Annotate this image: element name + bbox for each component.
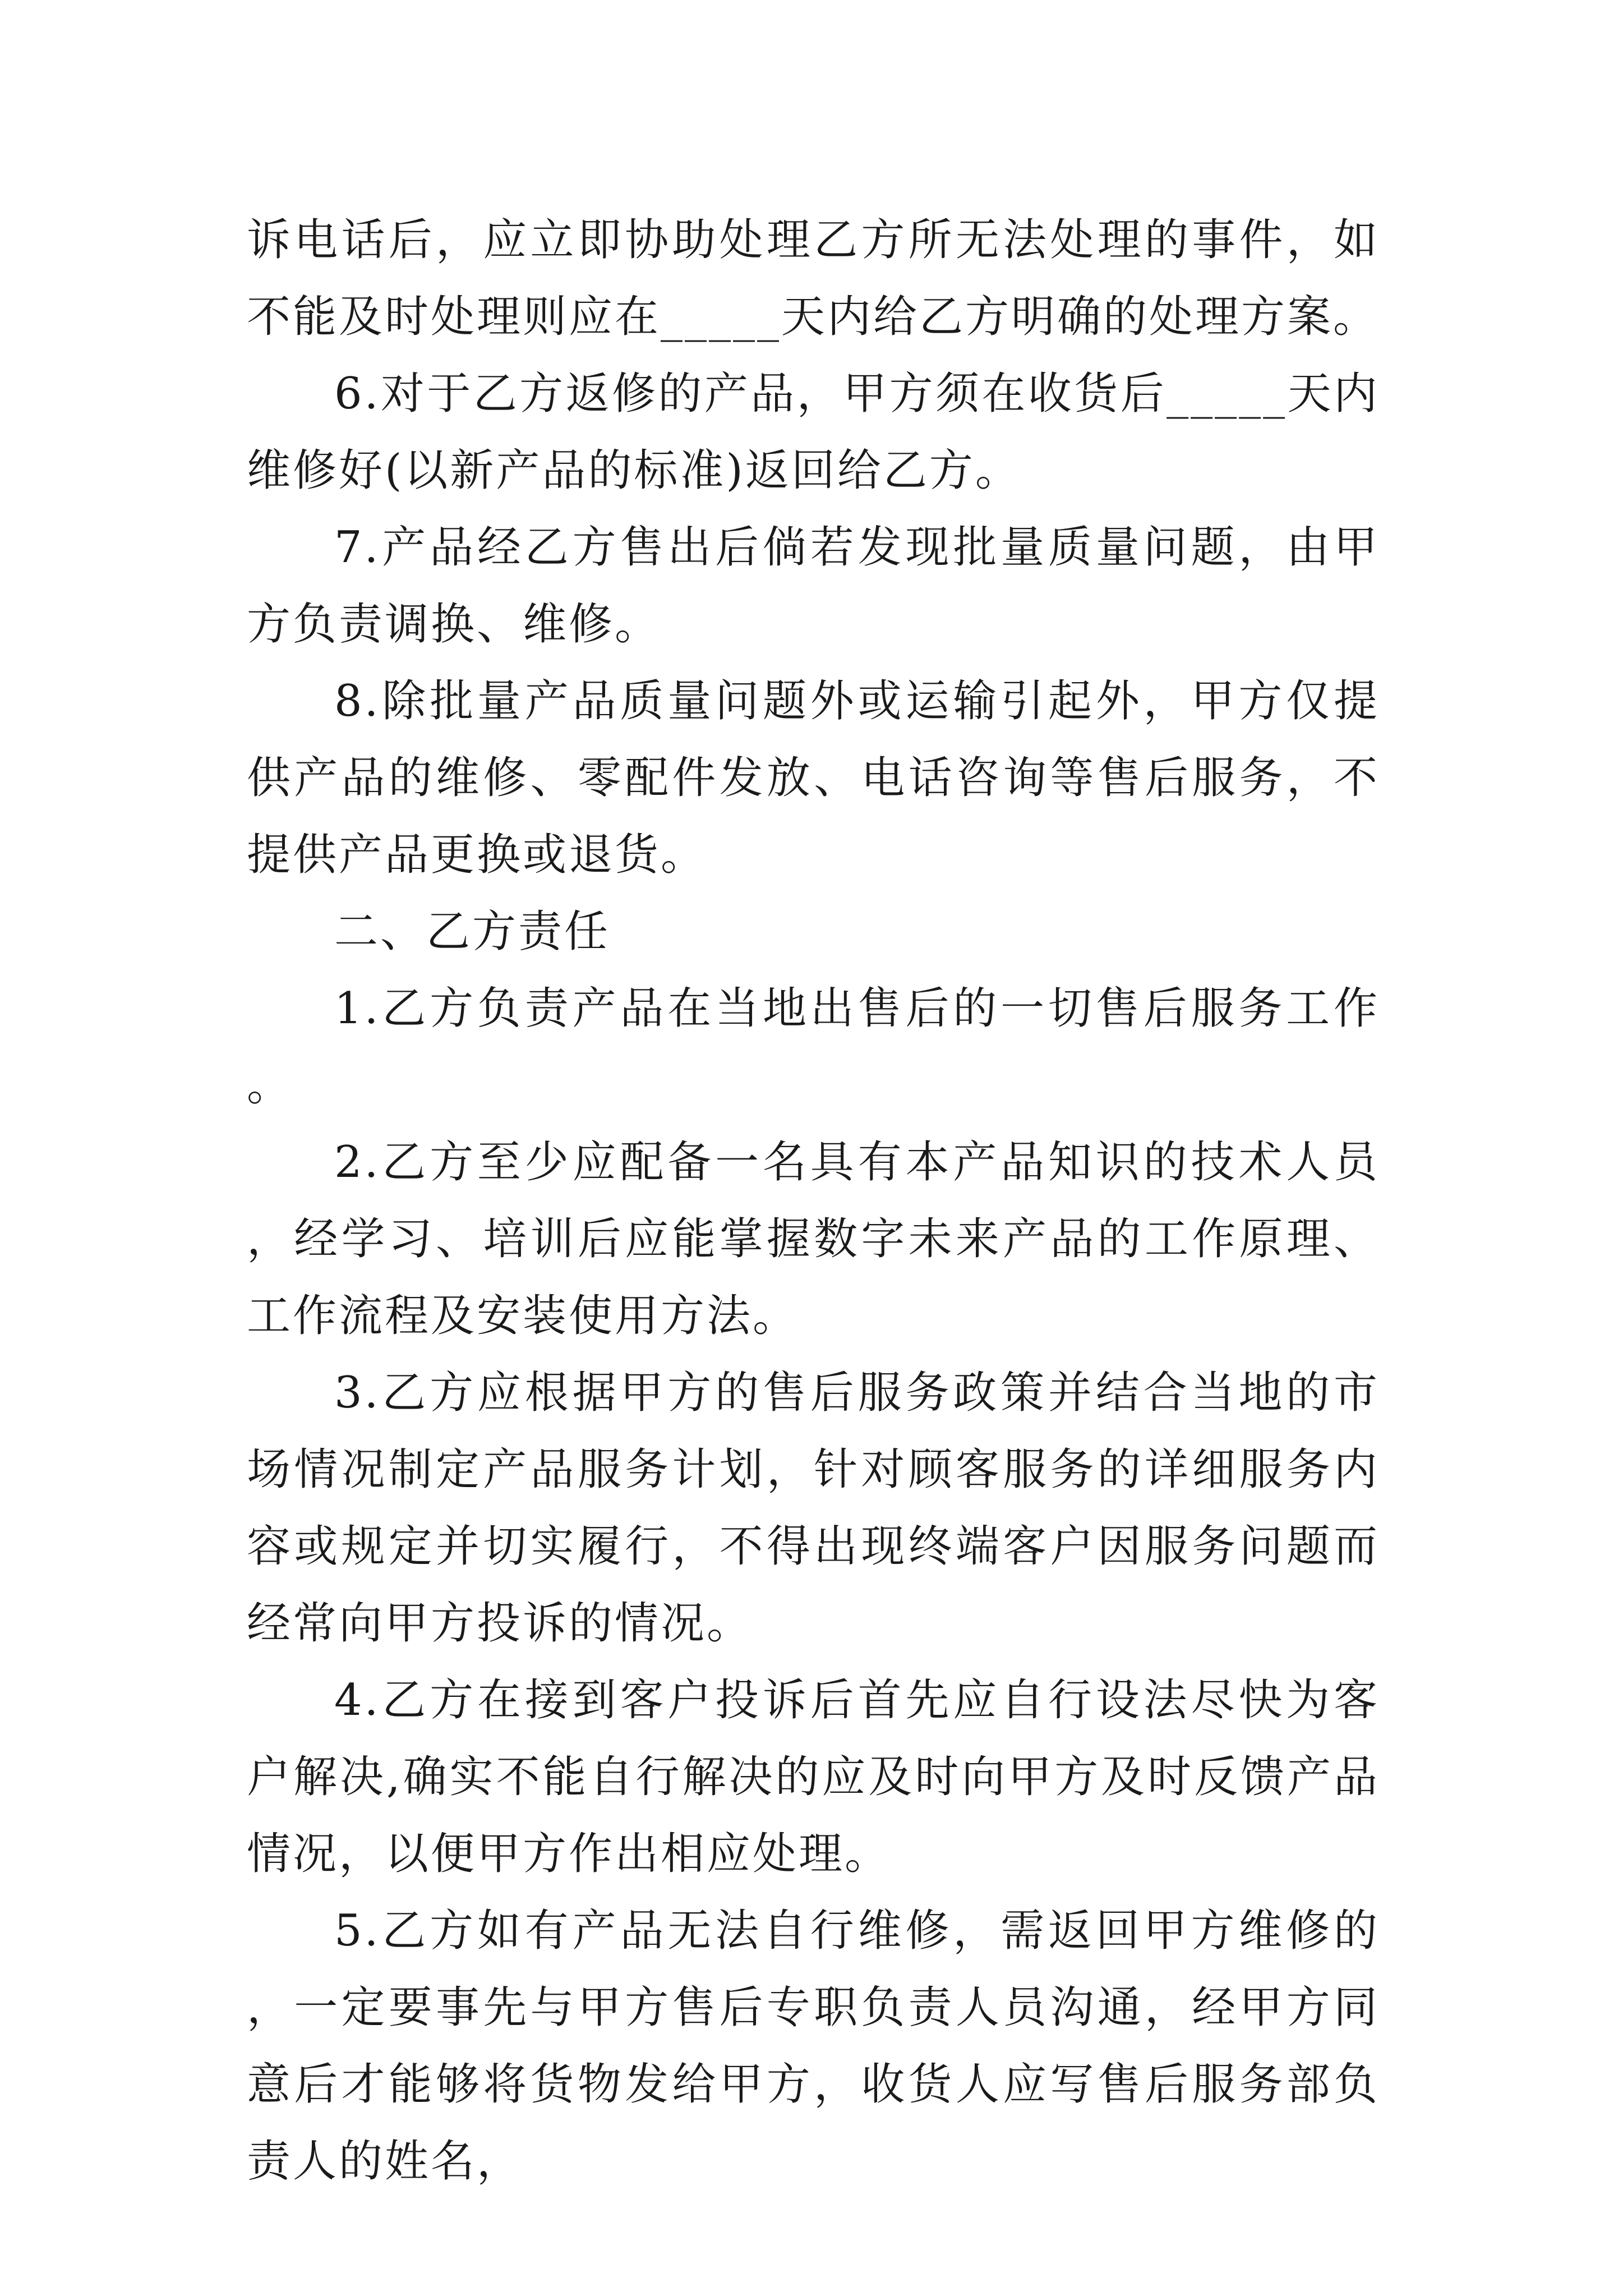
paragraph-b-item-2: 2.乙方至少应配备一名具有本产品知识的技术人员，经学习、培训后应能掌握数字未来产品的工作原理、工作流程及安装使用方法。 — [247, 1137, 1380, 1341]
paragraph-b-item-5: 5.乙方如有产品无法自行维修，需返回甲方维修的，一定要事先与甲方售后专职负责人员沟通，经甲方同意后才能够将货物发给甲方，收货人应写售后服务部负责人的姓名， — [247, 1906, 1380, 2187]
paragraph-b-item-3: 3.乙方应根据甲方的售后服务政策并结合当地的市场情况制定产品服务计划，针对顾客服务的详细服务内容或规定并切实履行，不得出现终端客户因服务问题而经常向甲方投诉的情况。 — [247, 1368, 1380, 1649]
document-body — [247, 202, 1380, 2200]
paragraph-item-8: 8.除批量产品质量问题外或运输引起外，甲方仅提供产品的维修、零配件发放、电话咨询等售后服务，不提供产品更换或退货。 — [247, 676, 1380, 880]
paragraph-item-6: 6.对于乙方返修的产品，甲方须在收货后_____天内维修好(以新产品的标准)返回给乙方。 — [247, 369, 1380, 496]
paragraph-item-7: 7.产品经乙方售出后倘若发现批量质量问题，由甲方负责调换、维修。 — [247, 522, 1380, 650]
paragraph-b-item-1: 1.乙方负责产品在当地出售后的一切售后服务工作。 — [247, 983, 1380, 1111]
paragraph-b-item-4: 4.乙方在接到客户投诉后首先应自行设法尽快为客户解决,确实不能自行解决的应及时向甲方及时反馈产品情况，以便甲方作出相应处理。 — [247, 1675, 1380, 1879]
section-heading-party-b: 二、乙方责任 — [334, 907, 611, 957]
paragraph-continuation: 诉电话后，应立即协助处理乙方所无法处理的事件，如不能及时处理则应在_____天内给乙方明确的处理方案。 — [247, 215, 1380, 342]
